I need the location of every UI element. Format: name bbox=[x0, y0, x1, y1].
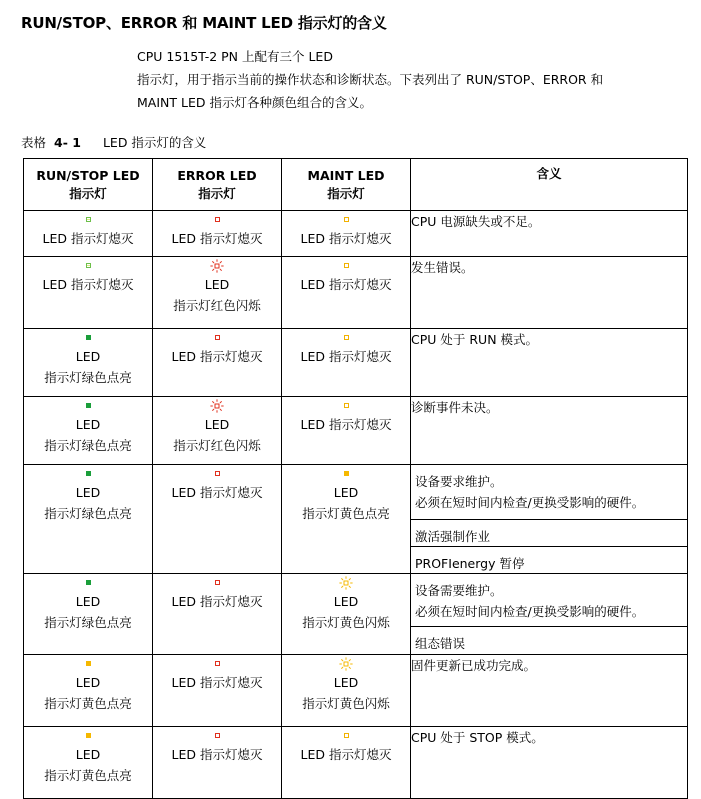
led-on-yellow-icon bbox=[86, 661, 91, 666]
meaning-section bbox=[411, 519, 687, 546]
error-cell bbox=[153, 465, 282, 574]
led-on-green-icon bbox=[86, 335, 91, 340]
led-state-text: LED bbox=[75, 747, 101, 762]
led-symbol bbox=[24, 211, 152, 226]
led-off-red-icon bbox=[215, 471, 220, 476]
led-state-text: LED 指示灯熄灭 bbox=[171, 594, 263, 609]
led-state-text: LED 指示灯熄灭 bbox=[171, 675, 263, 690]
led-state-text: LED bbox=[75, 675, 101, 690]
intro-line: MAINT LED 指示灯各种颜色组合的含义。 bbox=[137, 95, 372, 110]
led-state-text: LED 指示灯熄灭 bbox=[300, 277, 392, 292]
led-state-text: 指示灯黄色点亮 bbox=[44, 696, 132, 711]
table-row bbox=[24, 727, 688, 799]
meaning-cell bbox=[411, 727, 688, 799]
led-off-red-icon bbox=[215, 580, 220, 585]
intro-line: CPU 1515T-2 PN 上配有三个 LED bbox=[137, 49, 333, 64]
led-state-text: LED bbox=[333, 594, 359, 609]
led-symbol bbox=[282, 727, 410, 742]
led-off-red-icon bbox=[215, 217, 220, 222]
led-state-text: 指示灯黄色点亮 bbox=[302, 506, 390, 521]
led-symbol bbox=[24, 329, 152, 344]
led-on-green-icon bbox=[86, 403, 91, 408]
led-state-text: 指示灯绿色点亮 bbox=[44, 506, 132, 521]
meaning-text: 组态错误 bbox=[415, 636, 466, 651]
led-off-red-icon bbox=[215, 335, 220, 340]
led-symbol bbox=[153, 727, 281, 742]
maint-cell bbox=[282, 465, 411, 574]
led-symbol bbox=[282, 397, 410, 412]
led-symbol bbox=[24, 397, 152, 412]
header-line: 指示灯 bbox=[198, 185, 236, 201]
led-flash-red-icon bbox=[210, 259, 224, 273]
led-state-text: LED 指示灯熄灭 bbox=[300, 417, 392, 432]
led-state-text: LED 指示灯熄灭 bbox=[171, 349, 263, 364]
led-state-text: 指示灯红色闪烁 bbox=[173, 438, 261, 453]
run-stop-cell bbox=[24, 727, 153, 799]
meaning-section bbox=[411, 546, 687, 573]
led-symbol bbox=[153, 257, 281, 272]
maint-cell bbox=[282, 574, 411, 655]
meaning-text: 发生错误。 bbox=[411, 260, 474, 275]
error-cell bbox=[153, 574, 282, 655]
led-symbol bbox=[153, 397, 281, 412]
led-state-text: LED bbox=[75, 417, 101, 432]
led-on-yellow-icon bbox=[86, 733, 91, 738]
run-stop-cell bbox=[24, 655, 153, 727]
run-stop-cell bbox=[24, 465, 153, 574]
led-symbol bbox=[282, 211, 410, 226]
led-off-green-icon bbox=[86, 263, 91, 268]
table-caption bbox=[21, 133, 206, 151]
header-run-stop bbox=[24, 159, 153, 211]
meaning-text: 设备需要维护。 bbox=[415, 583, 503, 598]
header-meaning bbox=[411, 159, 688, 211]
caption-text: LED 指示灯的含义 bbox=[102, 135, 207, 150]
table-row bbox=[24, 655, 688, 727]
led-off-yellow-icon bbox=[344, 403, 349, 408]
led-flash-red-icon bbox=[210, 399, 224, 413]
led-state-text: LED 指示灯熄灭 bbox=[300, 349, 392, 364]
meaning-text: 设备要求维护。 bbox=[415, 474, 503, 489]
table-header-row bbox=[24, 159, 688, 211]
led-off-yellow-icon bbox=[344, 733, 349, 738]
led-state-text: LED bbox=[75, 349, 101, 364]
table-row bbox=[24, 574, 688, 655]
maint-cell bbox=[282, 211, 411, 257]
led-symbol bbox=[24, 257, 152, 272]
meaning-cell bbox=[411, 397, 688, 465]
meaning-section bbox=[411, 574, 687, 626]
table-row bbox=[24, 257, 688, 329]
meaning-cell bbox=[411, 465, 688, 574]
meaning-text: PROFIenergy 暂停 bbox=[415, 556, 525, 571]
meaning-text: CPU 电源缺失或不足。 bbox=[411, 214, 541, 229]
table-row bbox=[24, 329, 688, 397]
table-row bbox=[24, 397, 688, 465]
run-stop-cell bbox=[24, 257, 153, 329]
header-line: MAINT LED bbox=[307, 167, 385, 183]
led-state-text: LED bbox=[75, 485, 101, 500]
meaning-text: 激活强制作业 bbox=[415, 529, 491, 544]
meaning-text: 诊断事件未决。 bbox=[411, 400, 499, 415]
led-state-text: 指示灯黄色点亮 bbox=[44, 768, 132, 783]
led-symbol bbox=[282, 574, 410, 589]
led-state-text: 指示灯黄色闪烁 bbox=[302, 696, 390, 711]
led-symbol bbox=[153, 655, 281, 670]
error-cell bbox=[153, 727, 282, 799]
run-stop-cell bbox=[24, 211, 153, 257]
led-off-yellow-icon bbox=[344, 217, 349, 222]
led-state-text: 指示灯绿色点亮 bbox=[44, 438, 132, 453]
led-off-red-icon bbox=[215, 661, 220, 666]
led-symbol bbox=[24, 727, 152, 742]
header-line: 指示灯 bbox=[69, 185, 107, 201]
intro-line: 指示灯，用于指示当前的操作状态和诊断状态。下表列出了 RUN/STOP、ERROR 和 bbox=[137, 72, 604, 87]
caption-number: 4- 1 bbox=[54, 135, 81, 150]
led-off-yellow-icon bbox=[344, 263, 349, 268]
meaning-text: 必须在短时间内检查/更换受影响的硬件。 bbox=[415, 604, 645, 619]
header-error bbox=[153, 159, 282, 211]
meaning-cell bbox=[411, 211, 688, 257]
table-row bbox=[24, 211, 688, 257]
led-flash-yellow-icon bbox=[339, 657, 353, 671]
led-symbol bbox=[153, 465, 281, 480]
led-meaning-table bbox=[23, 158, 688, 799]
meaning-cell bbox=[411, 257, 688, 329]
table-row bbox=[24, 465, 688, 574]
led-state-text: LED 指示灯熄灭 bbox=[42, 277, 134, 292]
led-off-yellow-icon bbox=[344, 335, 349, 340]
error-cell bbox=[153, 257, 282, 329]
meaning-section bbox=[411, 465, 687, 519]
maint-cell bbox=[282, 655, 411, 727]
led-state-text: LED 指示灯熄灭 bbox=[171, 747, 263, 762]
header-line: ERROR LED bbox=[177, 167, 257, 183]
meaning-section bbox=[411, 626, 687, 654]
led-state-text: 指示灯红色闪烁 bbox=[173, 298, 261, 313]
caption-label: 表格 bbox=[21, 135, 47, 150]
meaning-cell bbox=[411, 574, 688, 655]
error-cell bbox=[153, 655, 282, 727]
header-line: 含义 bbox=[536, 166, 562, 181]
led-state-text: LED bbox=[333, 675, 359, 690]
led-state-text: 指示灯黄色闪烁 bbox=[302, 615, 390, 630]
led-state-text: LED bbox=[204, 417, 230, 432]
led-state-text: LED 指示灯熄灭 bbox=[171, 485, 263, 500]
led-state-text: LED 指示灯熄灭 bbox=[300, 747, 392, 762]
led-off-red-icon bbox=[215, 733, 220, 738]
led-state-text: 指示灯绿色点亮 bbox=[44, 370, 132, 385]
maint-cell bbox=[282, 397, 411, 465]
meaning-text: CPU 处于 RUN 模式。 bbox=[411, 332, 539, 347]
led-on-green-icon bbox=[86, 471, 91, 476]
error-cell bbox=[153, 329, 282, 397]
meaning-cell bbox=[411, 655, 688, 727]
led-on-green-icon bbox=[86, 580, 91, 585]
led-state-text: LED 指示灯熄灭 bbox=[171, 231, 263, 246]
led-symbol bbox=[24, 655, 152, 670]
led-flash-yellow-icon bbox=[339, 576, 353, 590]
run-stop-cell bbox=[24, 397, 153, 465]
meaning-text: 固件更新已成功完成。 bbox=[411, 658, 537, 673]
led-state-text: LED bbox=[75, 594, 101, 609]
header-maint bbox=[282, 159, 411, 211]
led-off-green-icon bbox=[86, 217, 91, 222]
led-symbol bbox=[153, 211, 281, 226]
led-symbol bbox=[282, 257, 410, 272]
header-line: RUN/STOP LED bbox=[36, 167, 140, 183]
led-state-text: LED 指示灯熄灭 bbox=[300, 231, 392, 246]
header-line: 指示灯 bbox=[327, 185, 365, 201]
led-state-text: LED bbox=[204, 277, 230, 292]
run-stop-cell bbox=[24, 329, 153, 397]
led-state-text: LED bbox=[333, 485, 359, 500]
error-cell bbox=[153, 211, 282, 257]
led-symbol bbox=[282, 329, 410, 344]
error-cell bbox=[153, 397, 282, 465]
led-symbol bbox=[282, 655, 410, 670]
led-state-text: 指示灯绿色点亮 bbox=[44, 615, 132, 630]
section-title: RUN/STOP、ERROR 和 MAINT LED 指示灯的含义 bbox=[21, 14, 387, 32]
meaning-text: CPU 处于 STOP 模式。 bbox=[411, 730, 544, 745]
led-symbol bbox=[153, 574, 281, 589]
led-symbol bbox=[24, 465, 152, 480]
intro-paragraph bbox=[137, 45, 682, 114]
maint-cell bbox=[282, 329, 411, 397]
led-symbol bbox=[24, 574, 152, 589]
led-on-yellow-icon bbox=[344, 471, 349, 476]
run-stop-cell bbox=[24, 574, 153, 655]
maint-cell bbox=[282, 727, 411, 799]
meaning-cell bbox=[411, 329, 688, 397]
led-symbol bbox=[153, 329, 281, 344]
led-symbol bbox=[282, 465, 410, 480]
led-state-text: LED 指示灯熄灭 bbox=[42, 231, 134, 246]
meaning-text: 必须在短时间内检查/更换受影响的硬件。 bbox=[415, 495, 645, 510]
maint-cell bbox=[282, 257, 411, 329]
